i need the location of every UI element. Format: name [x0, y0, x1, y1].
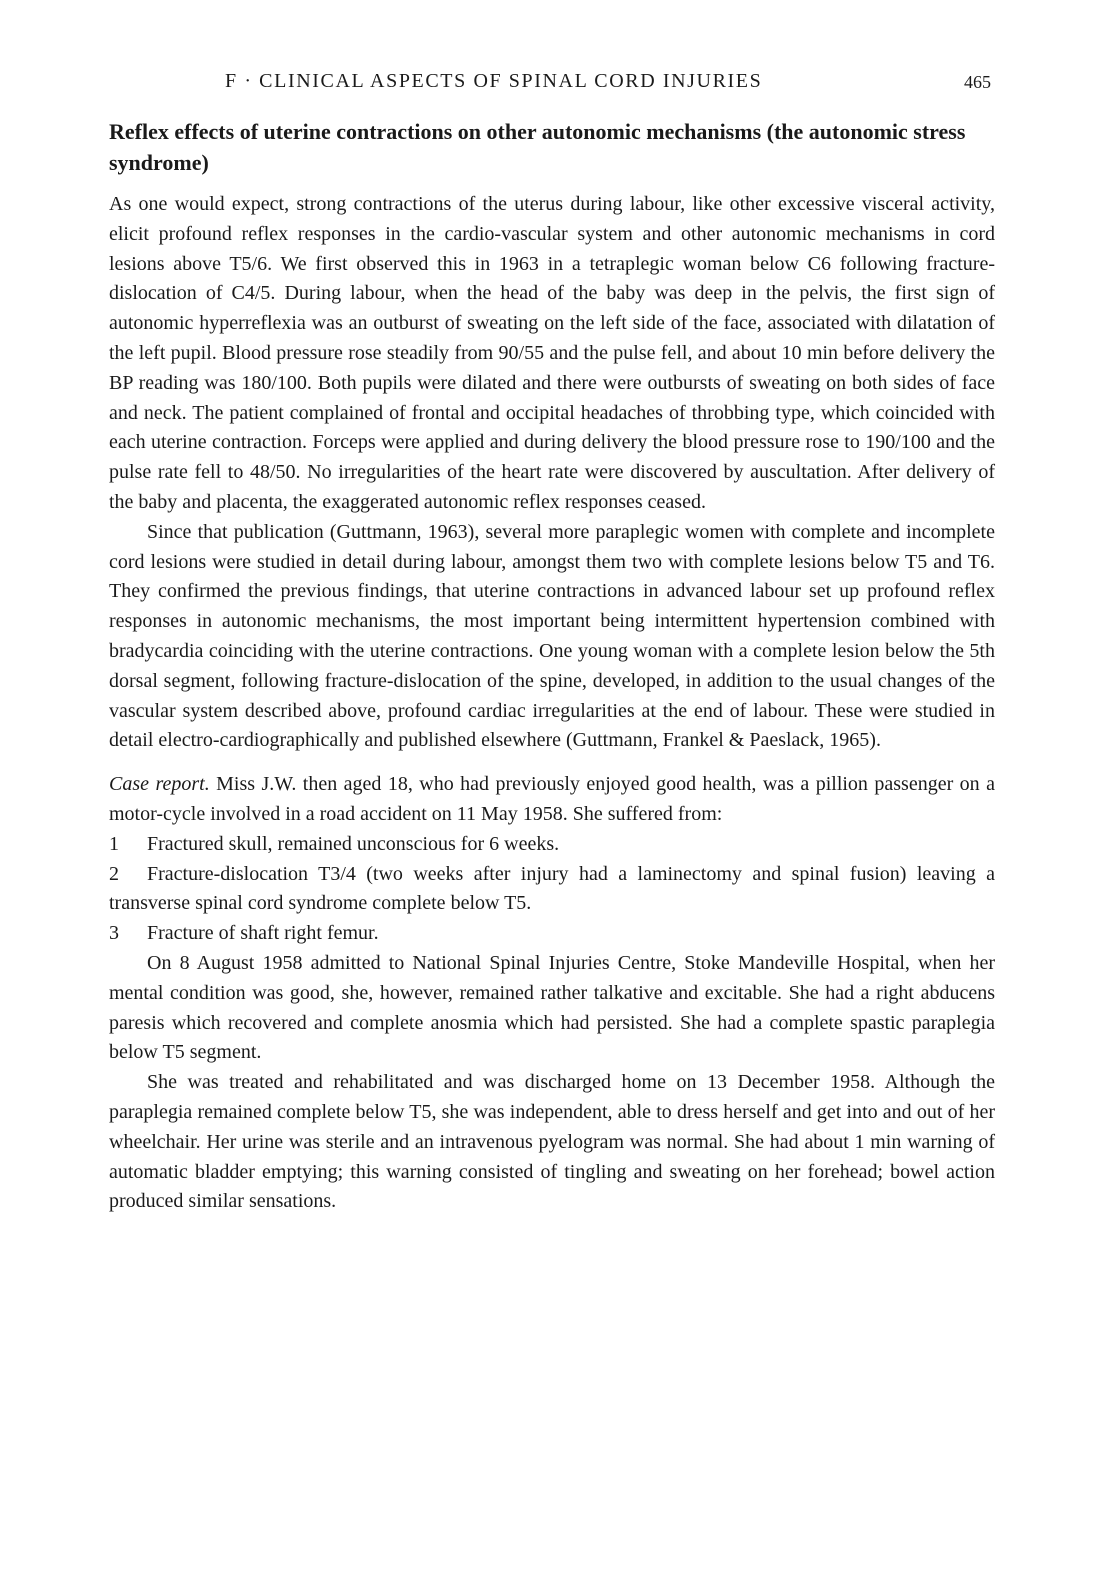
- list-text: Fractured skull, remained unconscious for 6 weeks.: [147, 832, 560, 855]
- list-text: Fracture of shaft right femur.: [147, 922, 379, 945]
- paragraph-further-studies: Since that publication (Guttmann, 1963), several more paraplegic women with complete and incomplete cord lesions were studied in detail during labour, amongst them two with complete lesions below T5 and T6. They confirmed the previous findings, that uterine contractions in advanced labour set up profound reflex responses in autonomic mechanisms, the most important being intermittent hypertension combined with bradycardia coinciding with the uterine contractions. One young woman with a complete lesion below the 5th dorsal segment, following fracture-dislocation of the spine, developed, in addition to the usual changes of the vascular system described above, profound cardiac irregularities at the end of labour. These were studied in detail electro-cardiographically and published elsewhere (Guttmann, Frankel & Paeslack, 1965).: [109, 520, 995, 752]
- running-header: [109, 68, 995, 102]
- injury-list-item: [109, 860, 995, 920]
- list-number: 1: [109, 832, 119, 855]
- list-text: Fracture-dislocation T3/4 (two weeks after injury had a laminectomy and spinal fusion) leaving a transverse spinal cord syndrome complete below T5.: [109, 862, 995, 915]
- injury-list-item: [109, 830, 995, 860]
- injury-list-item: [109, 919, 995, 949]
- paragraph-discharge: She was treated and rehabilitated and was discharged home on 13 December 1958. Although the paraplegia remained complete below T5, she was independent, able to dress herself and get into and out of her wheelchair. Her urine was sterile and an intravenous pyelogram was normal. She had about 1 min warning of automatic bladder emptying; this warning consisted of tingling and sweating on her forehead; bowel action produced similar sensations.: [109, 1071, 995, 1213]
- document-page: [109, 68, 995, 1217]
- list-number: 3: [109, 922, 119, 945]
- paragraph-admission: On 8 August 1958 admitted to National Spinal Injuries Centre, Stoke Mandeville Hospital, when her mental condition was good, she, however, remained rather talkative and excitable. She had a right abducens paresis which recovered and complete anosmia which had persisted. She had a complete spastic paraplegia below T5 segment.: [109, 951, 995, 1064]
- case-report-label: Case report.: [109, 773, 210, 796]
- page-number: 465: [964, 72, 991, 92]
- running-title: F · CLINICAL ASPECTS OF SPINAL CORD INJURIES: [225, 70, 763, 92]
- injury-list: [109, 830, 995, 949]
- paragraph-first-observation: As one would expect, strong contractions of the uterus during labour, like other excessive visceral activity, elicit profound reflex responses in the cardio-vascular system and other autonomic mechanisms in cord lesions above T5/6. We first observed this in 1963 in a tetraplegic woman below C6 following fracture-dislocation of C4/5. During labour, when the head of the baby was deep in the pelvis, the first sign of autonomic hyperreflexia was an outburst of sweating on the left side of the face, associated with dilatation of the left pupil. Blood pressure rose steadily from 90/55 and the pulse fell, and about 10 min before delivery the BP reading was 180/100. Both pupils were dilated and there were outbursts of sweating on both sides of face and neck. The patient complained of frontal and occipital headaches of throbbing type, which coincided with each uterine contraction. Forceps were applied and during delivery the blood pressure rose to 190/100 and the pulse rate fell to 48/50. No irregularities of the heart rate were discovered by auscultation. After delivery of the baby and placenta, the exaggerated autonomic reflex responses ceased.: [109, 193, 995, 513]
- case-report-intro: [109, 770, 995, 830]
- section-heading: Reflex effects of uterine contractions on other autonomic mechanisms (the autonomic stress syndrome): [109, 119, 966, 175]
- case-report-text: Miss J.W. then aged 18, who had previously enjoyed good health, was a pillion passenger on a motor-cycle involved in a road accident on 11 May 1958. She suffered from:: [109, 773, 995, 825]
- list-number: 2: [109, 862, 119, 885]
